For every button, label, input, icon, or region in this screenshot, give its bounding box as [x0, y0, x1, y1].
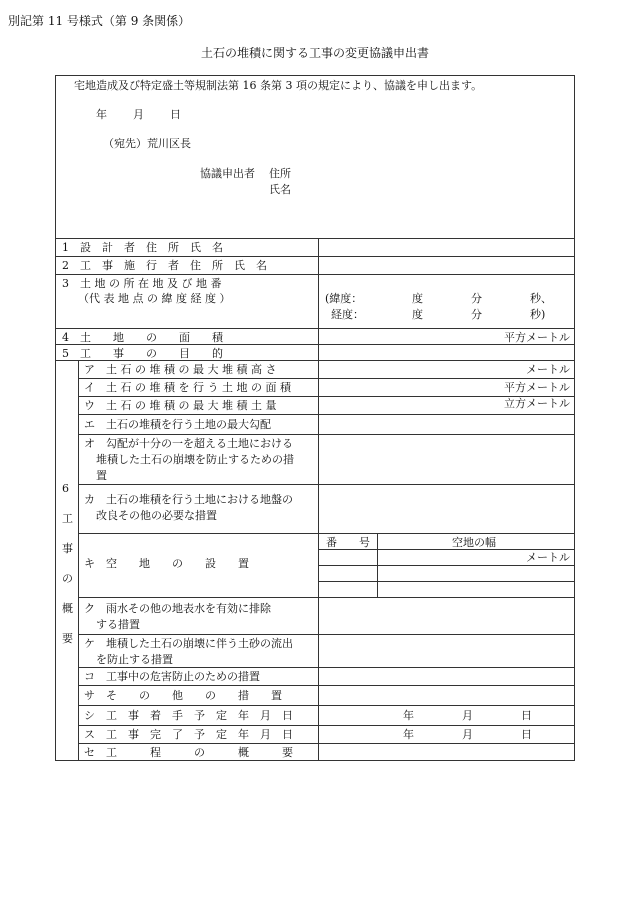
start-date-month: 月	[462, 709, 473, 722]
item-start-date: シ 工 事 着 手 予 定 年 月 日	[84, 709, 293, 722]
latitude-second: 秒、	[530, 292, 552, 305]
max-height-unit: メートル	[526, 363, 570, 376]
item-other-measures: サ そ の 他 の 措 置	[84, 689, 282, 702]
longitude-minute: 分	[471, 308, 482, 321]
item-stacking-area: イ 土 石 の 堆 積 を 行 う 土 地 の 面 積	[84, 381, 291, 394]
start-date-year: 年	[403, 709, 414, 722]
row-designer: 1 設 計 者 住 所 氏 名	[62, 241, 223, 254]
open-space-width-header: 空地の幅	[452, 536, 496, 549]
item-open-space: キ 空 地 の 設 置	[84, 557, 249, 570]
form-number-label: 別記第 11 号様式（第 9 条関係）	[8, 14, 191, 28]
item-drainage-line2: する措置	[96, 618, 140, 631]
item-max-height: ア 土 石 の 堆 積 の 最 大 堆 積 高 さ	[84, 363, 277, 376]
item-collapse-prevention-line3: 置	[96, 469, 107, 482]
completion-date-year: 年	[403, 728, 414, 741]
date-year-label: 年	[96, 108, 107, 121]
item-hazard-prevention: コ 工事中の危害防止のための措置	[84, 670, 260, 683]
longitude-degree: 度	[412, 308, 423, 321]
applicant-label: 協議申出者	[200, 167, 255, 180]
item-runoff-prevention-line1: ケ 堆積した土石の崩壊に伴う土砂の流出	[84, 637, 293, 650]
section6-label-4: の	[62, 572, 73, 585]
item-max-volume: ウ 土 石 の 堆 積 の 最 大 堆 積 土 量	[84, 399, 277, 412]
item-runoff-prevention-line2: を防止する措置	[96, 653, 173, 666]
latitude-label: (緯度：	[325, 292, 363, 305]
addressee: （宛先）荒川区長	[103, 137, 191, 150]
row-land-area: 4 土 地 の 面 積	[62, 331, 223, 344]
latitude-minute: 分	[471, 292, 482, 305]
item-collapse-prevention-line1: オ 勾配が十分の一を超える土地における	[84, 437, 293, 450]
completion-date-month: 月	[462, 728, 473, 741]
date-month-label: 月	[133, 108, 144, 121]
address-label: 住所	[269, 167, 291, 180]
land-area-unit: 平方メートル	[504, 331, 570, 344]
row-contractor: 2 工 事 施 行 者 住 所 氏 名	[62, 259, 267, 272]
item-ground-improvement-line2: 改良その他の必要な措置	[96, 509, 217, 522]
max-volume-unit: 立方メートル	[504, 397, 570, 410]
item-completion-date: ス 工 事 完 了 予 定 年 月 日	[84, 728, 293, 741]
section6-label-2: 工	[62, 512, 73, 525]
latitude-degree: 度	[412, 292, 423, 305]
section6-label-3: 事	[62, 542, 73, 555]
stacking-area-unit: 平方メートル	[504, 381, 570, 394]
item-ground-improvement-line1: カ 土石の堆積を行う土地における地盤の	[84, 493, 293, 506]
open-space-number-header: 番 号	[326, 536, 370, 549]
row-location-line1: 3 土 地 の 所 在 地 及 び 地 番	[62, 277, 222, 290]
item-drainage-line1: ク 雨水その他の地表水を有効に排除	[84, 602, 271, 615]
item-collapse-prevention-line2: 堆積した土石の崩壊を防止するための措	[96, 453, 294, 466]
statement-text: 宅地造成及び特定盛土等規制法第 16 条第 3 項の規定により、協議を申し出ます。	[74, 79, 483, 92]
name-label: 氏名	[269, 183, 291, 196]
row-purpose: 5 工 事 の 目 的	[62, 347, 223, 360]
longitude-second: 秒)	[530, 308, 546, 321]
section6-label-1: 6	[62, 482, 69, 495]
item-schedule-overview: セ 工 程 の 概 要	[84, 746, 293, 759]
longitude-label: 経度：	[331, 308, 364, 321]
section6-label-6: 要	[62, 632, 73, 645]
open-space-width-unit: メートル	[526, 551, 570, 564]
page-title: 土石の堆積に関する工事の変更協議申出書	[200, 46, 429, 60]
row-location-line2: （代 表 地 点 の 緯 度 経 度 ）	[78, 292, 231, 305]
section6-label-5: 概	[62, 602, 73, 615]
date-day-label: 日	[170, 108, 181, 121]
item-max-slope: エ 土石の堆積を行う土地の最大勾配	[84, 418, 271, 431]
completion-date-day: 日	[521, 728, 532, 741]
start-date-day: 日	[521, 709, 532, 722]
